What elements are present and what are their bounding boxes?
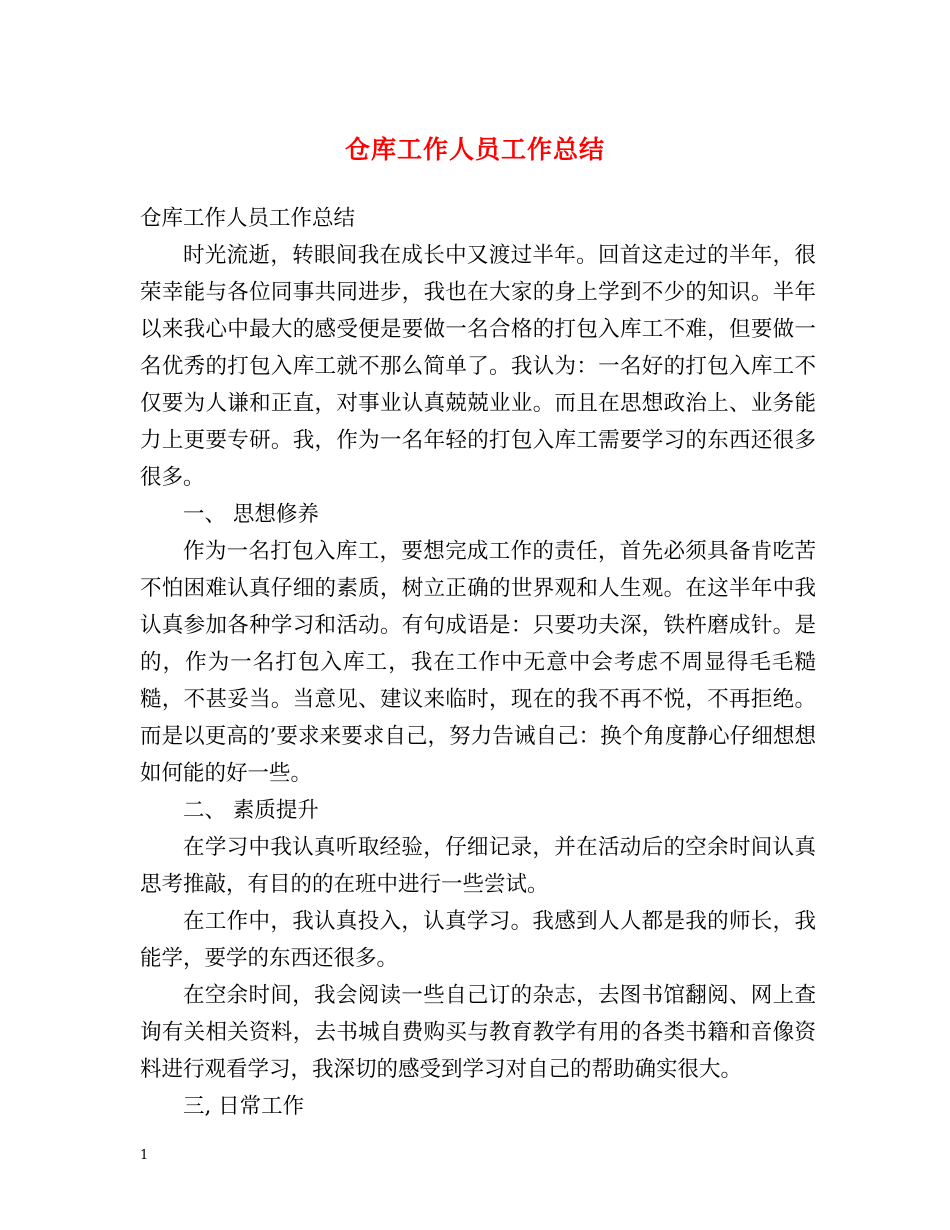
paragraph-section-2a: 在学习中我认真听取经验，仔细记录，并在活动后的空余时间认真思考推敲，有目的的在班中进行一些尝试。 — [140, 835, 816, 897]
section-heading-3: 三, 日常工作 — [183, 1094, 305, 1119]
section-heading-2: 二、 素质提升 — [183, 798, 319, 823]
paragraph-section-1: 作为一名打包入库工，要想完成工作的责任，首先必须具备肯吃苦不怕困难认真仔细的素质，树立正确的世界观和人生观。在这半年中我认真参加各种学习和活动。有句成语是：只要功夫深，铁杵磨成针。是的，作为一名打包入库工，我在工作中无意中会考虑不周显得毛毛糙糙，不甚妥当。当意见、建议来临时，现在的我不再不悦，不再拒绝。而是以更高的’要求来要求自己，努力告诫自己：换个角度静心仔细想想如何能的好一些。 — [140, 539, 816, 786]
paragraph-section-2b: 在工作中，我认真投入，认真学习。我感到人人都是我的师长，我能学，要学的东西还很多。 — [140, 909, 816, 971]
body-heading: 仓库工作人员工作总结 — [140, 206, 356, 231]
paragraph-section-2c: 在空余时间，我会阅读一些自己订的杂志，去图书馆翻阅、网上查询有关相关资料，去书城自费购买与教育教学有用的各类书籍和音像资料进行观看学习，我深切的感受到学习对自己的帮助确实很大。 — [140, 983, 816, 1082]
paragraph-intro: 时光流逝，转眼间我在成长中又渡过半年。回首这走过的半年，很荣幸能与各位同事共同进步，我也在大家的身上学到不少的知识。半年以来我心中最大的感受便是要做一名合格的打包入库工不难，但要做一名优秀的打包入库工就不那么简单了。我认为：一名好的打包入库工不仅要为人谦和正直，对事业认真兢兢业业。而且在思想政治上、业务能力上更要专研。我，作为一名年轻的打包入库工需要学习的东西还很多很多。 — [140, 243, 816, 490]
document-title: 仓库工作人员工作总结 — [344, 135, 605, 164]
section-heading-1: 一、 思想修养 — [183, 502, 319, 527]
page-number: 1 — [140, 1148, 149, 1163]
document-body — [140, 200, 816, 1125]
